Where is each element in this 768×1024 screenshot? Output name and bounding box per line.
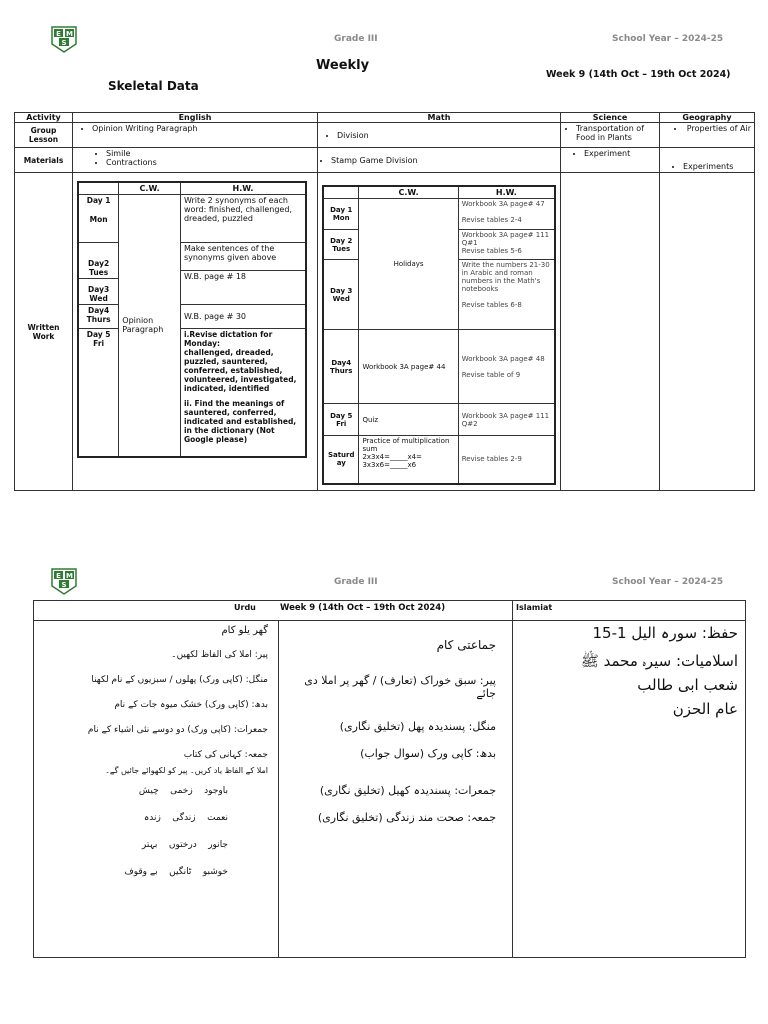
math-cw-header: C.W.	[359, 186, 458, 199]
week-label: Week 9 (14th Oct – 19th Oct 2024)	[280, 603, 446, 613]
hw-line: Revise table of 9	[461, 370, 521, 379]
day-name: Thurs	[86, 315, 111, 324]
row-label-materials: Materials	[15, 148, 73, 173]
week-label: Week 9 (14th Oct – 19th Oct 2024)	[546, 69, 731, 80]
urdu-islamiat-table	[33, 600, 746, 958]
math-day2: Day 2 Tues	[323, 230, 359, 260]
list-item: • Opinion Writing Paragraph	[92, 124, 314, 133]
row-label-written-work: Written Work	[15, 173, 73, 491]
day-name: Wed	[89, 294, 108, 303]
day-label: Day3	[88, 285, 110, 294]
english-hw2: Make sentences of the synonyms given above	[180, 243, 306, 271]
english-group-lesson	[73, 123, 318, 148]
list-item: • Transportation of Food in Plants	[576, 124, 656, 142]
math-day4: Day4 Thurs	[323, 330, 359, 404]
dictation-word: زندہ	[143, 813, 161, 823]
list-item: • Experiment	[584, 149, 656, 158]
hw-line	[184, 399, 302, 444]
dictation-word: چیش	[138, 786, 159, 796]
math-materials	[318, 148, 561, 173]
list-item: • Stamp Game Division	[331, 156, 557, 165]
hw-line: Revise tables 2-9	[461, 455, 522, 464]
math-day1: Day 1 Mon	[323, 199, 359, 230]
english-day3	[78, 279, 119, 305]
hw-line: Revise tables 6-8	[461, 301, 522, 309]
logo	[50, 566, 78, 596]
english-hw4: W.B. page # 30	[180, 305, 306, 329]
english-day1	[78, 195, 119, 243]
dictation-word: جانور	[208, 840, 228, 850]
math-hw3	[458, 260, 555, 330]
english-written-work	[73, 173, 318, 491]
hw-line: Revise tables 5-6	[461, 247, 522, 255]
list-item: • Division	[337, 131, 557, 140]
day-name: Fri	[93, 339, 105, 348]
dictation-row	[40, 813, 268, 824]
school-year-label: School Year – 2024-25	[612, 577, 724, 587]
urdu-homework	[40, 625, 268, 878]
dictation-word: ٹانگیں	[169, 867, 192, 877]
cw-line: منگل: پسندیدہ پھل (تخلیق نگاری)	[339, 720, 496, 733]
science-written-work	[561, 173, 660, 491]
cw-line: 3x3x6=_____x6	[362, 461, 417, 469]
dictation-word: زندگی	[172, 813, 196, 823]
math-hw2	[458, 230, 555, 260]
school-year-label: School Year – 2024-25	[612, 34, 724, 44]
geography-written-work	[660, 173, 755, 491]
svg-text:E: E	[56, 30, 61, 38]
hw-line: Workbook 3A page# 48	[461, 354, 545, 363]
english-day2	[78, 243, 119, 279]
islamiat-content	[518, 623, 738, 719]
svg-text:S: S	[61, 39, 67, 47]
hw-line: Write the numbers 21-30 in Arabic and roman numbers in the Math's notebooks	[461, 261, 550, 293]
math-group-lesson	[318, 123, 561, 148]
list-item: • Contractions	[106, 158, 314, 167]
urdu-classwork	[286, 639, 496, 824]
day-label: Day 5	[86, 330, 111, 339]
day-label: Day4	[88, 306, 110, 315]
school-logo-icon	[50, 566, 78, 596]
cw-line: 2x3x4=_____x4=	[362, 453, 422, 461]
math-day5: Day 5 Fri	[323, 404, 359, 436]
math-cw-day4: Workbook 3A page# 44	[359, 330, 458, 404]
hw-line: Revise tables 2-4	[461, 216, 522, 224]
hw-line: پیر: املا کی الفاظ لکھیں۔	[171, 650, 268, 660]
cw-line: پیر: سبق خوراک (تعارف) / گھر پر املا دی جائے	[304, 674, 496, 700]
grade-label: Grade III	[334, 34, 378, 44]
col-header-geography: Geography	[660, 113, 755, 123]
day-name: Tues	[89, 268, 109, 277]
math-hw1	[458, 199, 555, 230]
math-cw-day5: Quiz	[359, 404, 458, 436]
science-materials	[561, 148, 660, 173]
dictation-word: خوشبو	[202, 867, 228, 877]
dictation-word: زخمی	[170, 786, 193, 796]
urdu-label: Urdu	[234, 603, 256, 612]
math-day6: Saturd ay	[323, 436, 359, 484]
col-header-english: English	[73, 113, 318, 123]
english-ww-table	[77, 181, 307, 458]
cw-line: بدھ: کاپی ورک (سوال جواب)	[360, 747, 496, 760]
hw-line: i.Revise dictation for Monday:	[183, 330, 273, 348]
row-label-group-lesson: Group Lesson	[15, 123, 73, 148]
hw-line: Workbook 3A page# 47	[461, 200, 545, 208]
ww-empty-header	[323, 186, 359, 199]
hw-line: منگل: (کاپی ورک) پھلوں / سبزیوں کے نام لکھنا	[91, 675, 268, 685]
weekly-plan-table	[14, 112, 755, 491]
hw-line: جمعہ: کہانی کی کتاب	[183, 750, 268, 760]
hw-line: بدھ: (کاپی ورک) خشک میوہ جات کے نام	[114, 700, 268, 710]
math-hw-header: H.W.	[458, 186, 555, 199]
math-hw6	[458, 436, 555, 484]
weekly-title: Weekly	[316, 58, 370, 73]
day-label: Day 1	[86, 196, 111, 205]
math-hw4	[458, 330, 555, 404]
svg-text:M: M	[66, 30, 73, 38]
hw-line: Workbook 3A page# 111 Q#1	[461, 231, 550, 247]
islamiat-label: Islamiat	[516, 603, 553, 612]
math-cw-day6	[359, 436, 458, 484]
english-cw-cell: Opinion Paragraph	[119, 195, 181, 457]
islamiat-line: شعب ابی طالب	[637, 676, 738, 694]
dictation-word: بے وقوف	[124, 867, 158, 877]
logo	[50, 24, 78, 54]
math-cw-holidays: Holidays	[359, 199, 458, 330]
cw-line: جمعہ: صحت مند زندگی (تخلیق نگاری)	[317, 811, 496, 824]
school-logo-icon	[50, 24, 78, 54]
dictation-word: نعمت	[207, 813, 228, 823]
dictation-row	[40, 840, 268, 851]
math-day3: Day 3 Wed	[323, 260, 359, 330]
hw-line: جمعرات: (کاپی ورک) دو دوسے نئی اشیاء کے نام	[87, 725, 268, 735]
skeletal-title: Skeletal Data	[108, 79, 199, 93]
cw-line: Practice of multiplication sum	[362, 437, 450, 453]
ww-empty-header	[78, 182, 119, 195]
svg-text:E: E	[56, 572, 61, 580]
col-header-math: Math	[318, 113, 561, 123]
geography-group-lesson	[660, 123, 755, 148]
col-header-science: Science	[561, 113, 660, 123]
geography-materials	[660, 148, 755, 173]
cw-title: جماعتی کام	[436, 638, 496, 652]
islamiat-line: اسلامیات: سیرہ محمد ﷺ	[580, 652, 738, 670]
hw-text: (Not Google please)	[183, 426, 275, 444]
math-hw5	[458, 404, 555, 436]
hw-text: ii. Find the meanings of sauntered, conferred, indicated and established, in the dictionary	[183, 399, 297, 435]
english-day4	[78, 305, 119, 329]
hw-line: challenged, dreaded, puzzled, sauntered, conferred, established, volunteered, investigated, indicated, identified	[183, 348, 297, 393]
day-label: Day2	[88, 259, 110, 268]
grade-label: Grade III	[334, 577, 378, 587]
svg-text:M: M	[66, 572, 73, 580]
islamiat-line: حفظ: سورہ الیل 1-15	[592, 624, 738, 642]
dictation-word: درختوں	[168, 840, 197, 850]
hw-line: Workbook 3A page# 111 Q#2	[461, 411, 550, 428]
math-ww-table	[322, 185, 556, 485]
dictation-word: باوجود	[204, 786, 228, 796]
science-group-lesson	[561, 123, 660, 148]
list-item: • Properties of Air	[685, 124, 751, 133]
english-day5	[78, 329, 119, 457]
list-item: • Simile	[106, 149, 314, 158]
col-header-activity: Activity	[15, 113, 73, 123]
svg-text:S: S	[61, 581, 67, 589]
dictation-row	[40, 786, 268, 797]
islamiat-line: عام الحزن	[672, 700, 738, 718]
cw-line: جمعرات: پسندیدہ کھیل (تخلیق نگاری)	[319, 784, 496, 797]
column-divider	[278, 620, 279, 957]
hw-line: املا کے الفاظ یاد کریں۔ پیر کو لکھوائے جائیں گے۔	[105, 766, 268, 775]
list-item: • Experiments	[683, 162, 751, 171]
english-hw5	[180, 329, 306, 457]
english-materials	[73, 148, 318, 173]
dictation-row	[40, 867, 268, 878]
hw-title: گھر یلو کام	[221, 625, 268, 636]
english-hw1: Write 2 synonyms of each word: finished, challenged, dreaded, puzzled	[180, 195, 306, 243]
english-cw-header: C.W.	[119, 182, 181, 195]
english-hw3: W.B. page # 18	[180, 271, 306, 305]
column-divider	[512, 601, 513, 957]
math-written-work	[318, 173, 561, 491]
dictation-word: بہتر	[141, 840, 158, 850]
english-hw-header: H.W.	[180, 182, 306, 195]
day-name: Mon	[89, 215, 108, 224]
